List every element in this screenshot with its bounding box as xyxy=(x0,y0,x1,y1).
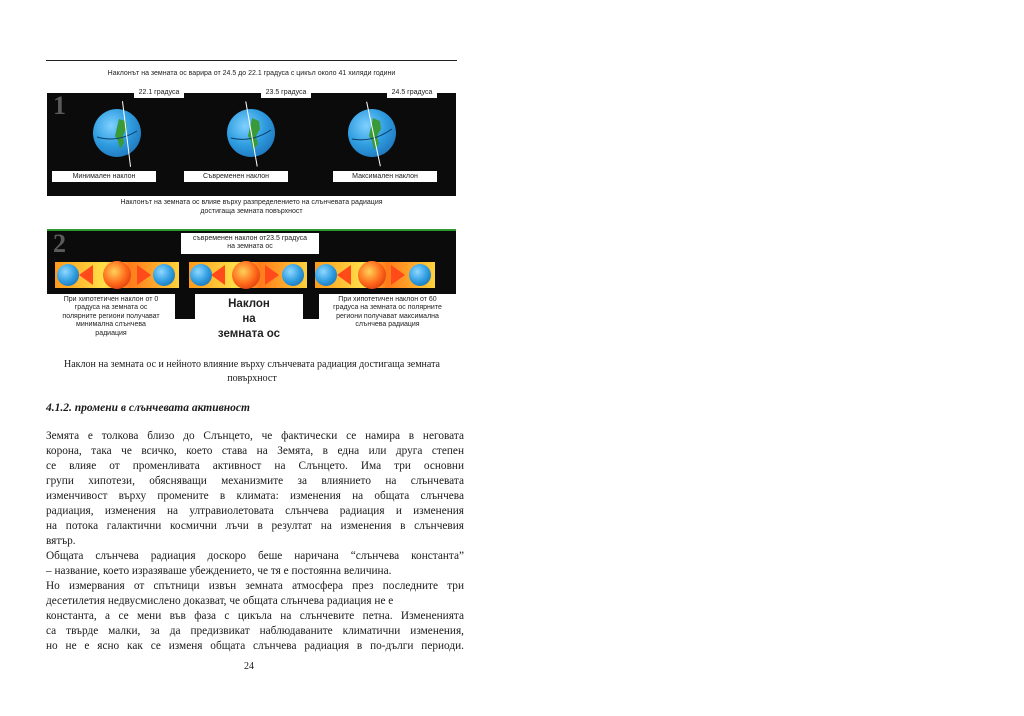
hypothetical-60-box xyxy=(319,294,456,332)
paragraph-line: Общата слънчева радиация доскоро беше наричана “слънчева константа” xyxy=(46,550,464,562)
hyp0-line-4: минимална слънчева xyxy=(76,321,146,329)
paragraph-line: константа, а се мени във фаза с цикъла на слънчевите петна. Измененията xyxy=(46,610,464,622)
sun-icon-center xyxy=(232,261,260,289)
current-tilt-box xyxy=(181,233,319,254)
degree-label-current: 23.5 градуса xyxy=(261,87,311,98)
panel-2-number: 2 xyxy=(53,229,66,258)
paragraph-line: групи хипотези, обясняващи механизмите за влиянието на слънчевата xyxy=(46,475,464,487)
small-earth-right-1-icon xyxy=(315,264,337,286)
label-current-tilt: Съвременен наклон xyxy=(184,171,288,182)
arrow-center-2 xyxy=(265,265,279,285)
figure-header: Наклонът на земната ос варира от 24.5 до 22.1 градуса с цикъл около 41 хиляди години xyxy=(107,70,396,77)
section-heading: 4.1.2. промени в слънчевата активност xyxy=(46,402,250,414)
small-earth-center-1-icon xyxy=(190,264,212,286)
axial-tilt-figure xyxy=(47,66,456,370)
small-earth-right-2-icon xyxy=(409,264,431,286)
figure-middle-text xyxy=(47,199,456,217)
top-rule xyxy=(46,60,457,61)
figure-middle-line-2: достигаща земната повърхност xyxy=(200,207,303,215)
paragraph-line: Земята е толкова близо до Слънцето, че фактически се намира в неговата xyxy=(46,430,464,442)
earth-globe-min-icon xyxy=(93,109,141,157)
hyp0-line-2: градуса на земната ос xyxy=(74,304,148,312)
paragraph-line: радиация, изменения на ултравиолетовата слънчева радиация и изменения xyxy=(46,505,464,517)
paragraph-line: изменчивост върху промените в климата: изменения на общата слънчева xyxy=(46,490,464,502)
sun-icon-left xyxy=(103,261,131,289)
tilt-title-box xyxy=(195,294,303,344)
tilt-title-line-3: земната ос xyxy=(217,327,281,340)
figure-middle-line-1: Наклонът на земната ос влияе върху разпределението на слънчевата радиация xyxy=(120,199,383,206)
arrow-right-1 xyxy=(337,265,351,285)
paragraph-line: десетилетия недвусмислено доказват, че общата слънчева радиация не е xyxy=(46,595,394,607)
paragraph-line: са твърде малки, за да предизвикат наблюдаваните климатични изменения, xyxy=(46,625,464,637)
sun-icon-right xyxy=(358,261,386,289)
paragraph-line: – название, което изразяваше убеждението, че тя е постоянна величина. xyxy=(46,565,392,577)
paragraph-line: вятър. xyxy=(46,535,76,547)
hyp60-line-1: При хипотетичен наклон от 60 xyxy=(338,296,437,303)
small-earth-left-1-icon xyxy=(57,264,79,286)
panel-2-top-stripe xyxy=(47,229,456,231)
paragraph-line: но не е ясно как се изменя общата слънчева радиация в по-дълги периоди. xyxy=(46,640,464,652)
arrow-right-2 xyxy=(391,265,405,285)
caption-line-1: Наклон на земната ос и нейното влияние върху слънчевата радиация достигаща земната xyxy=(64,359,440,370)
hyp0-line-3: полярните региони получават xyxy=(62,312,160,320)
caption-line-2: повърхност xyxy=(227,373,277,384)
paragraph-line: на потока галактични космични лъчи в резултат на изменения в слънчевия xyxy=(46,520,464,532)
degree-label-min: 22.1 градуса xyxy=(134,87,184,98)
degree-label-max: 24.5 градуса xyxy=(387,87,437,98)
page-number: 24 xyxy=(244,661,254,672)
small-earth-left-2-icon xyxy=(153,264,175,286)
hyp60-line-4: слънчева радиация xyxy=(355,321,420,329)
hyp60-line-3: региони получават максимална xyxy=(336,312,439,320)
arrow-left-1 xyxy=(79,265,93,285)
current-tilt-line-1: съвременен наклон от23.5 градуса xyxy=(192,235,308,242)
small-earth-center-2-icon xyxy=(282,264,304,286)
hyp0-line-5: радиация xyxy=(95,329,127,337)
hyp0-line-1: При хипотетичен наклон от 0 xyxy=(63,296,159,303)
hypothetical-0-box xyxy=(47,294,175,340)
tilt-title-line-2: на xyxy=(242,312,256,325)
current-tilt-line-2: на земната ос xyxy=(227,243,273,251)
figure-caption xyxy=(46,358,458,386)
arrow-left-2 xyxy=(137,265,151,285)
panel-1-number: 1 xyxy=(53,91,66,120)
paragraph-line: се влияе от променливата активност на Слънцето. Има три основни xyxy=(46,460,464,472)
paragraph-line: Но измервания от спътници извън земната атмосфера през последните три xyxy=(46,580,464,592)
label-maximal-tilt: Максимален наклон xyxy=(333,171,437,182)
paragraph-line: корона, така че всичко, което става на Земята, в една или друга степен xyxy=(46,445,464,457)
hyp60-line-2: градуса на земната ос полярните xyxy=(333,304,442,312)
tilt-title-line-1: Наклон xyxy=(228,298,270,310)
arrow-center-1 xyxy=(211,265,225,285)
panel-1 xyxy=(47,89,456,196)
label-minimal-tilt: Минимален наклон xyxy=(52,171,156,182)
